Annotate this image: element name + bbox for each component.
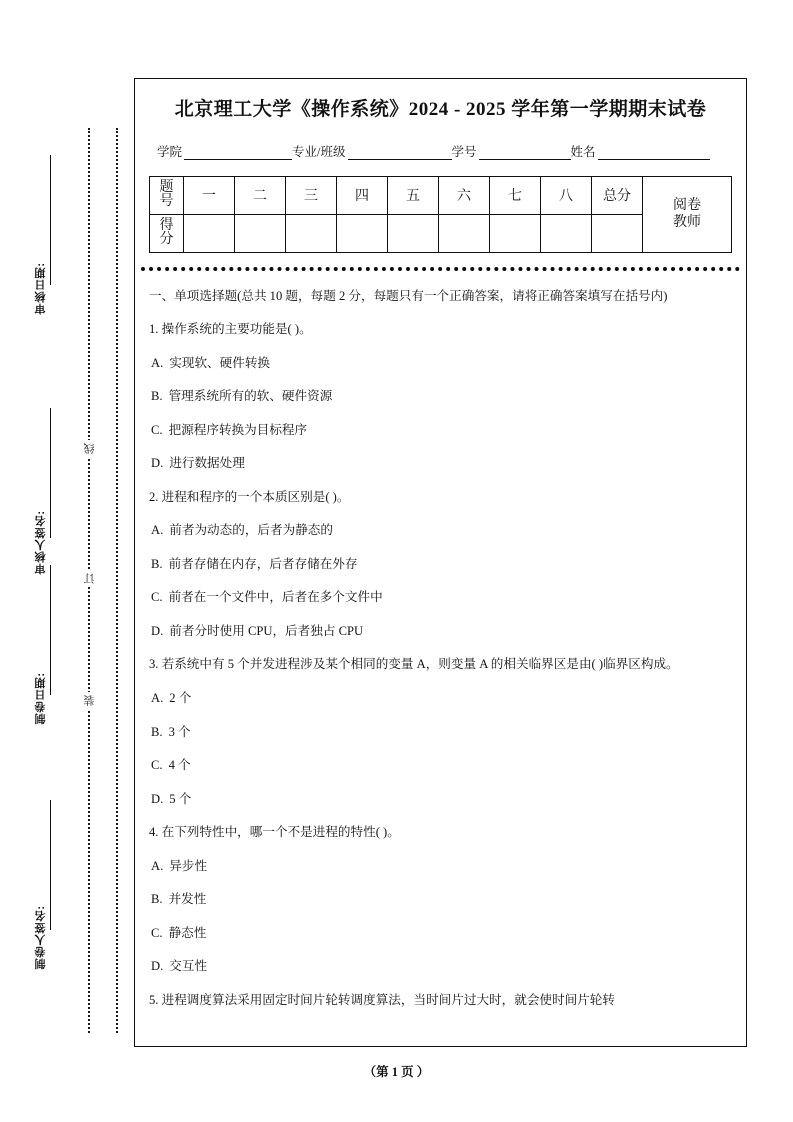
- question-option: [149, 622, 732, 642]
- option-key: B.: [151, 556, 163, 571]
- question-option: [149, 521, 732, 541]
- question-option: [149, 588, 732, 608]
- score-cell-8[interactable]: [541, 214, 592, 252]
- margin-rule: [50, 155, 51, 285]
- question-option: [149, 790, 732, 810]
- question-option: [149, 890, 732, 910]
- binding-dotted-line-inner: [116, 128, 118, 1033]
- binding-mark-bind: 装: [82, 692, 98, 709]
- question-option: [149, 454, 732, 474]
- field-student-id-label: 学号: [451, 144, 477, 159]
- option-key: D.: [151, 791, 164, 806]
- margin-label-printer-signature: 制卷人签名:: [35, 905, 47, 970]
- option-text: 进行数据处理: [169, 456, 245, 471]
- option-key: D.: [151, 623, 164, 638]
- page-footer: （第 1 页 ）: [363, 1065, 430, 1079]
- question-stem: 3. 若系统中有 5 个并发进程涉及某个相同的变量 A，则变量 A 的相关临界区是由( )临界区构成。: [149, 657, 679, 672]
- option-text: 静态性: [168, 925, 207, 940]
- question-option: [149, 387, 732, 407]
- option-key: C.: [151, 758, 163, 773]
- score-cell-1[interactable]: [184, 214, 235, 252]
- margin-label-print-date: 制卷日期:: [35, 672, 47, 725]
- question-option: [149, 756, 732, 776]
- field-college-label: 学院: [157, 144, 183, 159]
- score-table-col-grader: 阅卷 教师: [643, 176, 732, 252]
- score-table-col-3: 三: [286, 176, 337, 214]
- option-key: C.: [151, 422, 163, 437]
- question-stem: 5. 进程调度算法采用固定时间片轮转调度算法，当时间片过大时，就会使时间片轮转: [149, 992, 615, 1007]
- option-text: 前者分时使用 CPU，后者独占 CPU: [169, 623, 364, 638]
- field-college-input[interactable]: [184, 146, 292, 160]
- binding-mark-line: 线: [82, 440, 98, 457]
- option-text: 4 个: [168, 758, 191, 773]
- option-key: A.: [151, 523, 164, 538]
- option-text: 2 个: [169, 690, 192, 705]
- score-cell-total[interactable]: [592, 214, 643, 252]
- margin-rule: [50, 565, 51, 695]
- question-option: [149, 957, 732, 977]
- score-table-col-7: 七: [490, 176, 541, 214]
- option-text: 3 个: [168, 724, 191, 739]
- score-cell-2[interactable]: [235, 214, 286, 252]
- question-option: [149, 723, 732, 743]
- margin-rule: [50, 408, 51, 538]
- field-name-input[interactable]: [598, 146, 710, 160]
- section-divider: [141, 267, 740, 275]
- section-heading: 一、单项选择题(总共 10 题，每题 2 分，每题只有一个正确答案，请将正确答案填写在括号内): [149, 288, 668, 303]
- option-text: 实现软、硬件转换: [169, 355, 270, 370]
- option-text: 交互性: [169, 959, 208, 974]
- question-option: [149, 354, 732, 374]
- option-key: C.: [151, 925, 163, 940]
- score-table-col-5: 五: [388, 176, 439, 214]
- table-row-question-numbers: [150, 176, 732, 214]
- field-student-id-input[interactable]: [479, 146, 571, 160]
- score-table-row-label-score: 得 分: [150, 214, 184, 252]
- field-name: [571, 142, 710, 160]
- option-text: 前者存储在内存，后者存储在外存: [168, 556, 358, 571]
- option-text: 管理系统所有的软、硬件资源: [168, 389, 333, 404]
- score-table-col-6: 六: [439, 176, 490, 214]
- score-table-col-2: 二: [235, 176, 286, 214]
- option-text: 异步性: [169, 858, 208, 873]
- binding-mark-staple: 订: [82, 570, 98, 587]
- score-table-col-total: 总分: [592, 176, 643, 214]
- score-cell-6[interactable]: [439, 214, 490, 252]
- score-table-col-1: 一: [184, 176, 235, 214]
- question-stem: 2. 进程和程序的一个本质区别是( )。: [149, 489, 350, 504]
- score-table-col-4: 四: [337, 176, 388, 214]
- exam-paper-frame: [134, 78, 747, 1047]
- option-text: 前者为动态的，后者为静态的: [169, 523, 333, 538]
- option-key: A.: [151, 355, 164, 370]
- page-title: 北京理工大学《操作系统》2024 - 2025 学年第一学期期末试卷: [174, 99, 707, 120]
- question-stem: 4. 在下列特性中，哪一个不是进程的特性( )。: [149, 825, 400, 840]
- option-key: A.: [151, 690, 164, 705]
- field-major-class-label: 专业/班级: [292, 144, 346, 159]
- field-major-class: [292, 142, 451, 160]
- option-key: B.: [151, 724, 163, 739]
- question-option: [149, 421, 732, 441]
- field-name-label: 姓名: [570, 144, 596, 159]
- margin-rule: [50, 800, 51, 930]
- option-key: C.: [151, 590, 163, 605]
- option-key: D.: [151, 456, 164, 471]
- option-text: 并发性: [168, 892, 207, 907]
- score-cell-4[interactable]: [337, 214, 388, 252]
- option-key: B.: [151, 892, 163, 907]
- score-cell-3[interactable]: [286, 214, 337, 252]
- margin-label-review-date: 审核日期:: [35, 262, 47, 315]
- option-text: 把源程序转换为目标程序: [168, 422, 308, 437]
- option-text: 前者在一个文件中，后者在多个文件中: [168, 590, 383, 605]
- score-table-row-label-question: 题 号: [150, 176, 184, 214]
- question-option: [149, 857, 732, 877]
- field-major-class-input[interactable]: [348, 146, 452, 160]
- margin-label-reviewer-signature: 审核人签名:: [35, 510, 47, 575]
- question-stem: 1. 操作系统的主要功能是( )。: [149, 322, 312, 337]
- field-student-id: [452, 142, 571, 160]
- score-table: [149, 176, 732, 253]
- score-cell-7[interactable]: [490, 214, 541, 252]
- question-option: [149, 555, 732, 575]
- option-key: D.: [151, 959, 164, 974]
- score-cell-5[interactable]: [388, 214, 439, 252]
- score-table-col-8: 八: [541, 176, 592, 214]
- question-option: [149, 924, 732, 944]
- student-info-line: [157, 142, 724, 160]
- field-college: [157, 142, 292, 160]
- option-text: 5 个: [169, 791, 192, 806]
- binding-margin: [0, 0, 134, 1122]
- option-key: B.: [151, 389, 163, 404]
- question-body: [149, 287, 732, 1010]
- option-key: A.: [151, 858, 164, 873]
- question-option: [149, 689, 732, 709]
